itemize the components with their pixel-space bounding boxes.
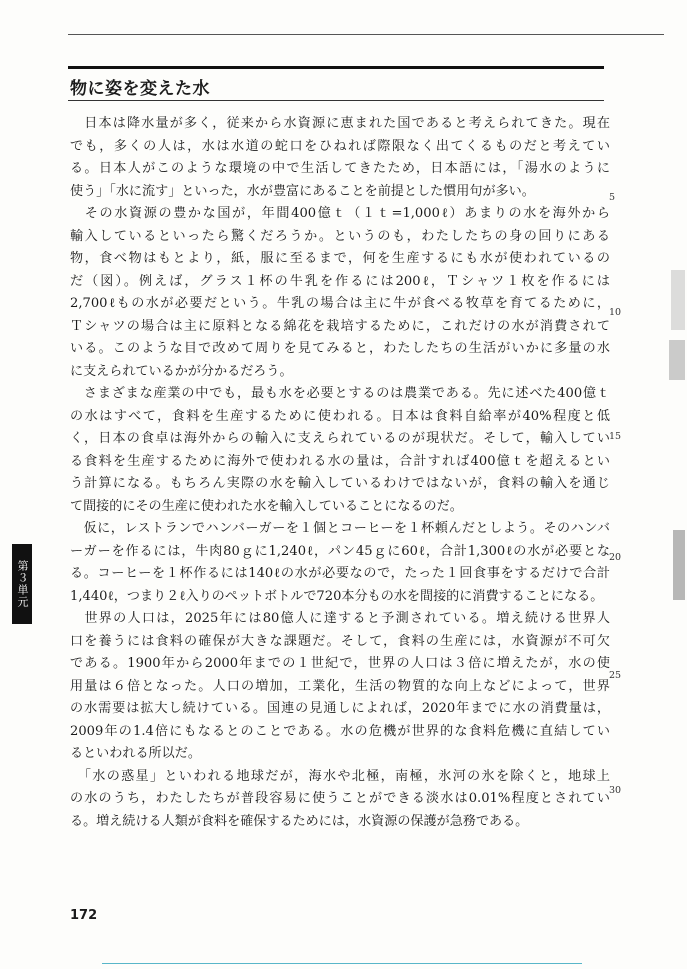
line-number-20: 20 <box>609 552 622 563</box>
text-line: の水はすべて，食料を生産するために使われる。日本は食料自給率が40%程度と低 <box>70 408 610 424</box>
text-line: さまざまな産業の中でも，最も水を必要とするのは農業である。先に述べた400億ｔ <box>70 386 610 401</box>
text-line: 用量は６倍となった。人口の増加，工業化，生活の物質的な向上などによって，世界 <box>70 678 610 694</box>
text-line: の水需要は拡大し続けている。国連の見通しによれば，2020年までに水の消費量は， <box>70 701 610 716</box>
line-number-10: 10 <box>609 307 622 318</box>
text-line: Ｔシャツの場合は主に原料となる綿花を栽培するために，これだけの水が消費されて <box>70 318 610 334</box>
line-number-30: 30 <box>609 785 622 796</box>
text-line: る食料を生産するために海外で使われる水の量は，合計すれば400億ｔを超えるとい <box>70 453 610 469</box>
text-line: である。1900年から2000年までの１世紀で，世界の人口は３倍に増えたが，水の使 <box>70 656 610 671</box>
text-line: 1,440ℓ，つまり２ℓ入りのペットボトルで720本分もの水を間接的に消費することになる。 <box>70 588 604 604</box>
page-number: 172 <box>70 908 98 923</box>
text-line: るといわれる所以だ。 <box>70 746 201 761</box>
text-line: に支えられているかが分かるだろう。 <box>70 363 293 379</box>
text-line: 使う」「水に流す」といった，水が豊富にあることを前提とした慣用句が多い。 <box>70 183 535 199</box>
text-line: る。日本人がこのような環境の中で生活してきたため，日本語には，「湯水のように <box>70 161 610 176</box>
line-number-25: 25 <box>609 670 622 681</box>
body-text <box>70 113 610 833</box>
text-line: る。コーヒーを１杯作るには140ℓの水が必要なので，たった１回食事をするだけで合計 <box>70 566 610 581</box>
title-rule-bottom <box>68 100 604 101</box>
text-line: 2,700ℓもの水が必要だという。牛乳の場合は主に牛が食べる牧草を育てるために， <box>70 296 610 311</box>
text-line: 口を養うには食料の確保が大きな課題だ。そして，食料の生産には，水資源が不可欠 <box>70 633 610 649</box>
text-line: 世界の人口は，2025年には80億人に達すると予測されている。増え続ける世界人 <box>70 611 610 626</box>
section-title: 物に姿を変えた水 <box>70 79 210 99</box>
unit-tab: 第３単元 <box>12 544 32 624</box>
text-line: て間接的にその生産に使われた水を輸入していることになるのだ。 <box>70 498 463 514</box>
line-number-5: 5 <box>609 192 616 203</box>
title-rule-top <box>68 66 604 69</box>
text-line: の水のうち，わたしたちが普段容易に使うことができる淡水は0.01%程度とされてい <box>70 791 610 806</box>
text-line: いる。このような目で改めて周りを見てみると，わたしたちの生活がいかに多量の水 <box>70 341 610 356</box>
header-rule <box>68 34 664 35</box>
text-line: 仮に，レストランでハンバーガーを１個とコーヒーを１杯頼んだとしよう。そのハンバ <box>70 521 610 536</box>
footer-rule <box>102 963 582 964</box>
text-line: 2009年の1.4倍にもなるとのことである。水の危機が世界的な食料危機に直結してい <box>70 723 610 739</box>
text-line: だ（図）。例えば，グラス１杯の牛乳を作るには200ℓ，Ｔシャツ１枚を作るには <box>70 273 610 289</box>
text-line: う計算になる。もちろん実際の水を輸入しているわけではないが，食料の輸入を通じ <box>70 476 610 491</box>
text-line: く，日本の食卓は海外からの輸入に支えられているのが現状だ。そして，輸入してい <box>70 431 610 446</box>
scan-artifact <box>665 270 687 610</box>
line-number-15: 15 <box>609 431 622 442</box>
text-line: 輸入しているといったら驚くだろうか。というのも，わたしたちの身の回りにある <box>70 228 610 244</box>
text-line: 物，食べ物はもとより，紙，服に至るまで，何を生産するにも水が使われているの <box>70 251 610 266</box>
text-line: その水資源の豊かな国が，年間400億ｔ（１ｔ=1,000ℓ）あまりの水を海外から <box>70 206 610 221</box>
text-line: ーガーを作るには，牛肉80ｇに1,240ℓ，パン45ｇに60ℓ，合計1,300ℓの水が必要とな <box>70 543 610 559</box>
text-line: 日本は降水量が多く，従来から水資源に恵まれた国であると考えられてきた。現在 <box>70 116 610 131</box>
text-line: 「水の惑星」といわれる地球だが，海水や北極，南極，氷河の氷を除くと，地球上 <box>70 768 610 784</box>
text-line: る。増え続ける人類が食料を確保するためには，水資源の保護が急務である。 <box>70 813 529 829</box>
text-line: でも，多くの人は，水は水道の蛇口をひねれば際限なく出てくるものだと考えてい <box>70 138 610 154</box>
